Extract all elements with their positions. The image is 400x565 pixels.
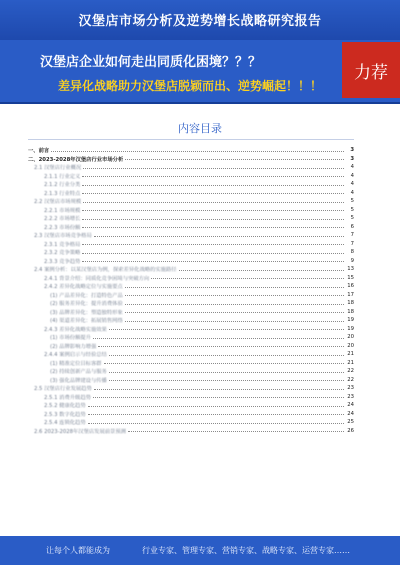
toc-leader-dots	[109, 329, 344, 330]
toc-entry-page: 4	[350, 189, 354, 196]
toc-entry-label: 2.4.4 案例启示与经验总结	[44, 352, 107, 359]
banner-subheadline: 差异化战略助力汉堡店脱颖而出、逆势崛起！！！	[58, 79, 323, 93]
toc-entry-page: 23	[347, 385, 354, 392]
toc-entry-page: 7	[350, 240, 354, 247]
toc-entry-label: 2.3 汉堡店市场竞争格局	[34, 233, 92, 240]
toc-entry-label: 2.5.3 数字化趋势	[44, 411, 86, 418]
toc-entry-label: 2.5 汉堡店行业发展趋势	[34, 386, 92, 393]
toc-entry-label: 2.6 2023-2028年汉堡店发展前景预测	[34, 428, 126, 435]
top-header	[0, 0, 400, 40]
toc-leader-dots	[128, 431, 344, 432]
toc-entry[interactable]	[28, 427, 354, 436]
toc-leader-dots	[109, 372, 344, 373]
toc-leader-dots	[93, 397, 344, 398]
toc-entry-label: 2.5.4 连锁化趋势	[44, 420, 86, 427]
toc-entry-page: 22	[347, 376, 354, 383]
bottom-footer	[0, 536, 400, 565]
toc-entry-page: 8	[350, 249, 354, 256]
toc-entry-page: 5	[350, 206, 354, 213]
toc-entry-label: (3) 强化品牌建设与传播	[50, 377, 107, 384]
toc-entry[interactable]	[28, 393, 354, 402]
toc-entry[interactable]	[28, 197, 354, 206]
toc-entry-label: 2.1.2 行业分类	[44, 182, 81, 189]
toc-entry-page: 18	[347, 308, 354, 315]
toc-leader-dots	[109, 380, 344, 381]
toc-entry[interactable]	[28, 163, 354, 172]
toc-leader-dots	[94, 236, 344, 237]
toc-entry-label: (1) 产品差异化：打造特色产品	[50, 292, 123, 299]
toc-entry-page: 5	[350, 198, 354, 205]
toc-leader-dots	[125, 159, 344, 160]
toc-entry-label: 2.4.1 背景介绍：同质化竞争困境与突破方向	[44, 275, 150, 282]
toc-entry[interactable]	[28, 299, 354, 308]
toc-entry-page: 18	[347, 300, 354, 307]
toc-leader-dots	[82, 227, 344, 228]
table-of-contents	[28, 146, 354, 435]
toc-entry-page: 24	[347, 410, 354, 417]
toc-leader-dots	[82, 210, 344, 211]
brand-badge: 力荐	[342, 42, 400, 98]
toc-entry-label: 2.5.1 消费升级趋势	[44, 394, 91, 401]
toc-leader-dots	[82, 185, 344, 186]
toc-entry-label: (1) 市场份额提升	[50, 335, 91, 342]
toc-entry[interactable]	[28, 376, 354, 385]
toc-entry-page: 24	[347, 402, 354, 409]
toc-leader-dots	[125, 304, 344, 305]
toc-entry-label: (1) 精准定位目标客群	[50, 360, 102, 367]
toc-leader-dots	[94, 389, 344, 390]
toc-entry[interactable]	[28, 359, 354, 368]
toc-entry[interactable]	[28, 308, 354, 317]
toc-entry-page: 17	[347, 291, 354, 298]
toc-entry[interactable]	[28, 189, 354, 198]
toc-entry[interactable]	[28, 248, 354, 257]
toc-leader-dots	[151, 278, 344, 279]
toc-leader-dots	[125, 287, 344, 288]
toc-entry-label: 2.1 汉堡店行业概况	[34, 165, 82, 172]
toc-entry[interactable]	[28, 214, 354, 223]
toc-entry-label: 2.3.1 竞争格局	[44, 241, 81, 248]
toc-leader-dots	[51, 151, 344, 152]
toc-entry[interactable]	[28, 155, 354, 164]
toc-entry-page: 5	[350, 215, 354, 222]
toc-entry-label: 2.4.3 差异化战略实施效果	[44, 326, 107, 333]
toc-entry[interactable]	[28, 325, 354, 334]
toc-entry-page: 4	[350, 181, 354, 188]
banner-headline: 汉堡店企业如何走出同质化困境？？？	[40, 55, 262, 70]
toc-entry[interactable]	[28, 257, 354, 266]
toc-entry-page: 20	[347, 334, 354, 341]
toc-entry-label: 2.4 案例分析：以某汉堡店为例，探索差异化战略的实施路径	[34, 267, 177, 274]
toc-entry[interactable]	[28, 342, 354, 351]
toc-entry-page: 25	[347, 419, 354, 426]
toc-entry-page: 19	[347, 325, 354, 332]
toc-leader-dots	[82, 261, 344, 262]
toc-entry-page: 6	[350, 223, 354, 230]
toc-entry-label: (2) 服务差异化：提升消费体验	[50, 301, 123, 308]
toc-leader-dots	[179, 270, 344, 271]
toc-entry[interactable]	[28, 291, 354, 300]
toc-entry[interactable]	[28, 316, 354, 325]
toc-entry-label: (2) 持续创新产品与服务	[50, 369, 107, 376]
toc-entry-label: 2.2.1 市场规模	[44, 207, 81, 214]
toc-entry-page: 26	[347, 427, 354, 434]
toc-entry[interactable]	[28, 350, 354, 359]
toc-entry[interactable]	[28, 206, 354, 215]
toc-leader-dots	[125, 295, 344, 296]
toc-entry-label: (2) 品牌影响力增强	[50, 343, 97, 350]
toc-entry[interactable]	[28, 401, 354, 410]
toc-entry-label: 2.2.3 市场份额	[44, 224, 81, 231]
toc-entry-label: (4) 渠道差异化：拓展销售网络	[50, 318, 123, 325]
toc-entry[interactable]	[28, 367, 354, 376]
toc-entry-page: 20	[347, 342, 354, 349]
toc-leader-dots	[125, 321, 344, 322]
toc-entry-page: 4	[350, 164, 354, 171]
toc-entry[interactable]	[28, 146, 354, 155]
toc-leader-dots	[104, 363, 344, 364]
toc-entry-page: 23	[347, 393, 354, 400]
toc-entry-label: (3) 品牌差异化：塑造独特形象	[50, 309, 123, 316]
toc-leader-dots	[82, 176, 344, 177]
toc-entry-page: 3	[350, 147, 354, 154]
toc-entry-label: 二、2023-2028年汉堡店行业市场分析	[28, 156, 124, 163]
toc-entry-page: 9	[350, 257, 354, 264]
toc-entry-page: 4	[350, 172, 354, 179]
toc-entry[interactable]	[28, 223, 354, 232]
toc-leader-dots	[109, 355, 344, 356]
toc-entry-label: 2.4.2 差异化战略定位与实施要点	[44, 284, 123, 291]
toc-entry-page: 3	[350, 155, 354, 162]
toc-entry-page: 19	[347, 317, 354, 324]
toc-leader-dots	[98, 346, 344, 347]
toc-leader-dots	[88, 423, 344, 424]
toc-leader-dots	[88, 406, 344, 407]
toc-title: 内容目录	[178, 122, 222, 135]
toc-leader-dots	[125, 312, 344, 313]
toc-leader-dots	[93, 338, 344, 339]
footer-right-text: 行业专家、管理专家、营销专家、战略专家、运营专家……	[142, 546, 350, 555]
toc-entry-page: 15	[347, 274, 354, 281]
toc-entry-page: 22	[347, 368, 354, 375]
toc-entry-label: 2.1.3 行业特点	[44, 190, 81, 197]
toc-entry-label: 2.1.1 行业定义	[44, 173, 81, 180]
toc-entry-page: 21	[347, 359, 354, 366]
toc-leader-dots	[83, 168, 344, 169]
toc-entry[interactable]	[28, 410, 354, 419]
toc-entry[interactable]	[28, 172, 354, 181]
toc-entry[interactable]	[28, 274, 354, 283]
toc-entry-label: 2.3.2 竞争策略	[44, 250, 81, 257]
toc-entry-label: 一、前言	[28, 148, 50, 155]
footer-left-text: 让每个人都能成为	[46, 546, 110, 555]
toc-leader-dots	[82, 193, 344, 194]
toc-divider	[28, 139, 354, 140]
toc-entry[interactable]	[28, 333, 354, 342]
toc-leader-dots	[82, 219, 344, 220]
toc-entry-page: 16	[347, 283, 354, 290]
toc-entry[interactable]	[28, 180, 354, 189]
toc-leader-dots	[88, 414, 344, 415]
report-title: 汉堡店市场分析及逆势增长战略研究报告	[78, 14, 322, 29]
toc-entry[interactable]	[28, 282, 354, 291]
toc-entry[interactable]	[28, 265, 354, 274]
toc-leader-dots	[82, 244, 344, 245]
toc-entry[interactable]	[28, 231, 354, 240]
toc-entry[interactable]	[28, 384, 354, 393]
toc-entry-label: 2.2 汉堡店市场规模	[34, 199, 82, 206]
toc-entry[interactable]	[28, 418, 354, 427]
toc-entry-page: 21	[347, 351, 354, 358]
toc-entry-label: 2.5.2 健康化趋势	[44, 403, 86, 410]
toc-entry[interactable]	[28, 240, 354, 249]
toc-leader-dots	[83, 202, 344, 203]
toc-leader-dots	[82, 253, 344, 254]
toc-entry-page: 13	[347, 266, 354, 273]
toc-entry-page: 7	[350, 232, 354, 239]
toc-entry-label: 2.2.2 市场增长	[44, 216, 81, 223]
promo-banner	[0, 40, 400, 104]
toc-entry-label: 2.3.3 竞争趋势	[44, 258, 81, 265]
